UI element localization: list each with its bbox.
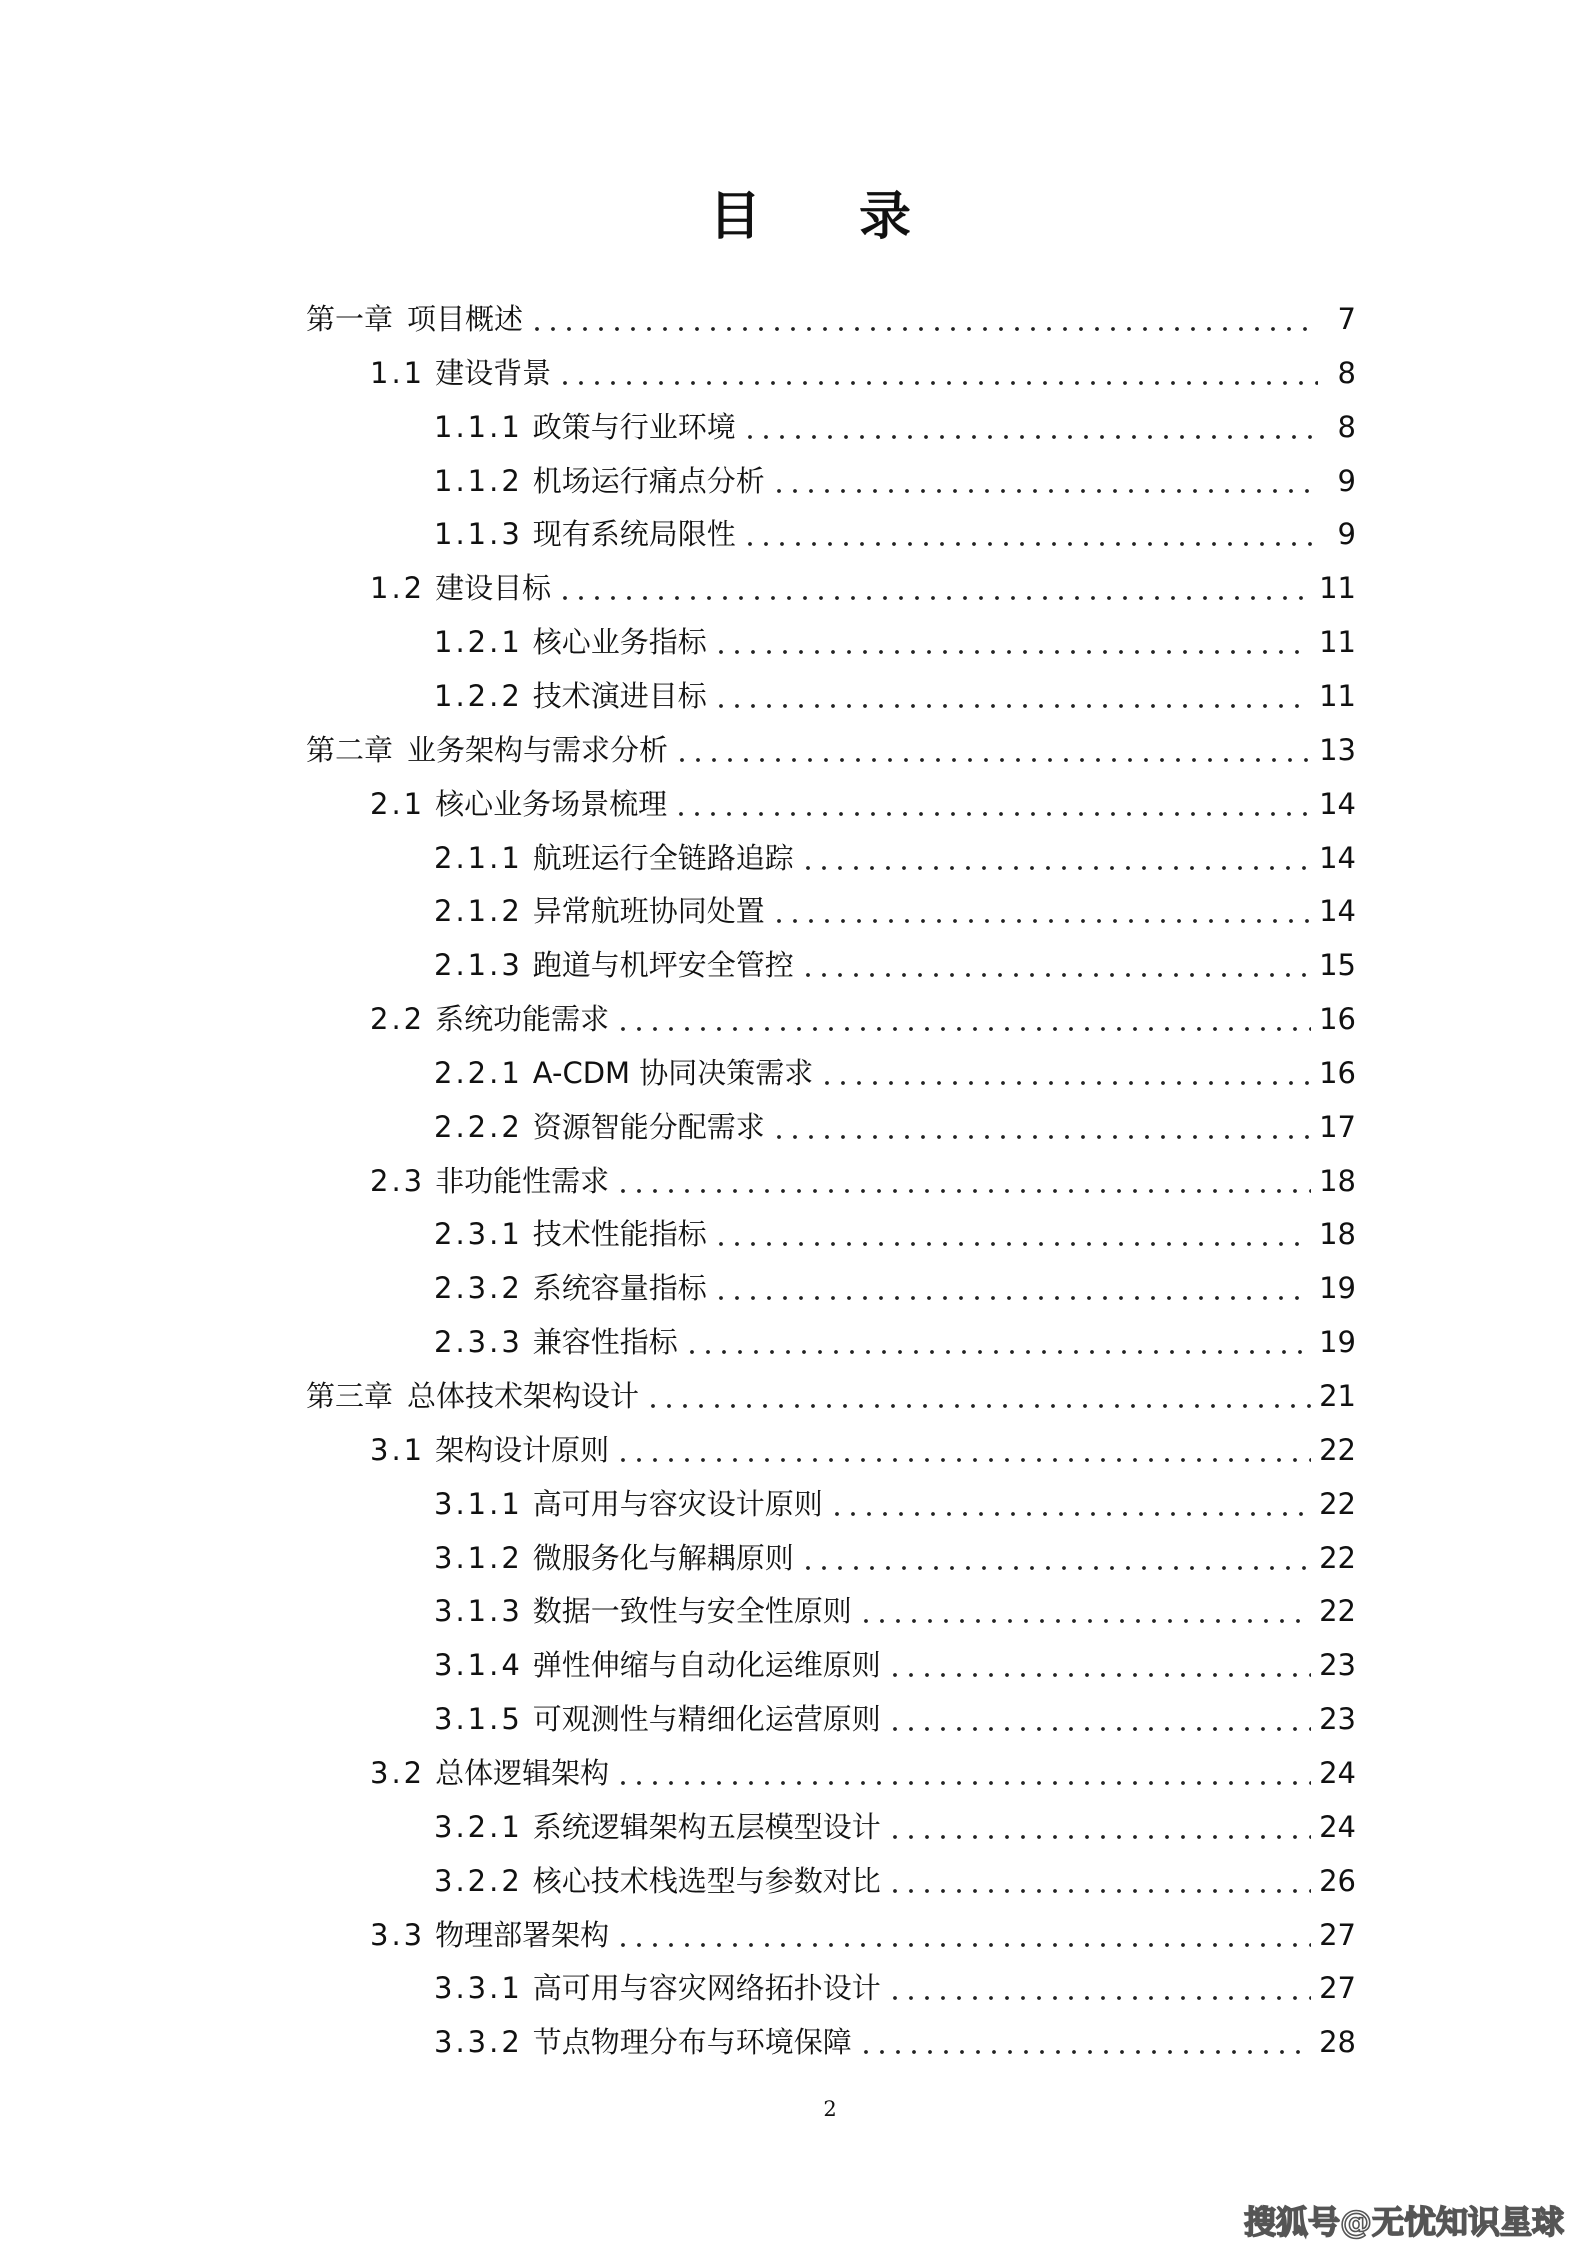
toc-entry[interactable] [370,992,1356,1046]
toc-entry-page: 15 [1319,948,1356,983]
toc-entry-page: 22 [1319,1432,1356,1467]
toc-dot-leader [615,1908,1311,1962]
toc-entry[interactable] [434,2015,1356,2069]
toc-entry-page: 21 [1319,1379,1356,1413]
toc-entry-number: 3.2 [370,1755,426,1790]
toc-entry-page: 11 [1319,571,1356,606]
toc-entry-page: 16 [1319,1002,1356,1037]
toc-entry[interactable] [434,507,1356,561]
toc-entry-number: 3.1.5 [434,1702,523,1737]
toc-entry-page: 19 [1319,1325,1356,1360]
toc-dot-leader [858,2015,1311,2069]
toc-dot-leader [829,1477,1311,1531]
toc-entry[interactable] [434,1531,1356,1585]
toc-entry-label: 微服务化与解耦原则 [532,1540,794,1575]
toc-entry[interactable] [434,938,1356,992]
toc-entry-label: 业务架构与需求分析 [407,732,669,767]
toc-entry[interactable] [306,723,1356,777]
toc-entry-number: 2.1 [370,786,426,821]
toc-dot-leader [800,938,1311,992]
toc-entry-page: 14 [1319,786,1356,821]
toc-entry-number: 3.2.2 [434,1863,523,1898]
toc-entry-number: 3.3 [370,1917,426,1952]
toc-entry-label: 政策与行业环境 [532,409,736,444]
toc-entry[interactable] [370,561,1356,615]
toc-dot-leader [742,400,1318,454]
toc-entry-number: 2.1.1 [434,840,523,875]
toc-entry-number: 1.1 [370,355,426,390]
toc-entry-label: 架构设计原则 [435,1432,610,1467]
toc-entry-number: 1.1.1 [434,409,523,444]
toc-entry-page: 26 [1319,1863,1356,1898]
toc-entry[interactable] [306,292,1356,346]
toc-dot-leader [713,669,1311,723]
toc-entry-label: 建设目标 [435,571,552,606]
page-title: 目 录 [708,187,952,247]
toc-entry[interactable] [434,831,1356,885]
toc-entry-number: 2.3.1 [434,1217,523,1252]
toc-entry-page: 11 [1319,625,1356,660]
toc-entry[interactable] [434,1800,1356,1854]
toc-dot-leader [800,831,1311,885]
toc-dot-leader [887,1800,1311,1854]
toc-entry-label: 非功能性需求 [435,1163,610,1198]
toc-entry-number: 3.1.3 [434,1594,523,1629]
toc-entry-page: 8 [1337,409,1356,444]
toc-entry-number: 2.2 [370,1002,426,1037]
toc-entry-number: 2.1.3 [434,948,523,983]
toc-entry-page: 17 [1319,1109,1356,1144]
toc-entry-number: 3.1.1 [434,1486,523,1521]
toc-entry-label: 异常航班协同处置 [532,894,765,929]
toc-entry-number: 3.3.2 [434,2025,523,2060]
toc-entry-label: 核心技术栈选型与参数对比 [532,1863,881,1898]
toc-entry-page: 24 [1319,1809,1356,1844]
toc-dot-leader [713,615,1311,669]
toc-entry[interactable] [370,1154,1356,1208]
toc-entry-label: 总体技术架构设计 [407,1379,640,1413]
toc-dot-leader [673,777,1311,831]
toc-entry-page: 28 [1319,2025,1356,2060]
toc-entry-number: 2.1.2 [434,894,523,929]
toc-dot-leader [858,1584,1311,1638]
toc-entry-label: 高可用与容灾设计原则 [532,1486,823,1521]
toc-entry-label: 总体逻辑架构 [435,1755,610,1790]
toc-entry-label: 机场运行痛点分析 [532,463,765,498]
toc-dot-leader [615,1154,1311,1208]
toc-entry-label: 核心业务场景梳理 [435,786,668,821]
toc-entry-number: 第三章 [306,1379,394,1413]
toc-entry[interactable] [434,1261,1356,1315]
toc-entry-label: 高可用与容灾网络拓扑设计 [532,1971,881,2006]
toc-entry-label: 节点物理分布与环境保障 [532,2025,852,2060]
toc-dot-leader [557,346,1318,400]
toc-entry[interactable] [434,1477,1356,1531]
toc-dot-leader [557,561,1311,615]
toc-entry[interactable] [434,454,1356,508]
toc-dot-leader [529,292,1318,346]
toc-entry[interactable] [434,1584,1356,1638]
toc-entry[interactable] [434,615,1356,669]
toc-dot-leader [645,1369,1311,1423]
toc-dot-leader [887,1638,1311,1692]
toc-entry-number: 3.1.2 [434,1540,523,1575]
toc-entry-page: 8 [1337,355,1356,390]
toc-entry[interactable] [306,1369,1356,1423]
toc-entry-number: 3.3.1 [434,1971,523,2006]
toc-entry-page: 23 [1319,1702,1356,1737]
toc-entry-number: 1.2.2 [434,678,523,713]
toc-entry[interactable] [434,1207,1356,1261]
toc-entry-number: 3.2.1 [434,1809,523,1844]
toc-entry-label: 系统功能需求 [435,1002,610,1037]
toc-entry-label: 技术演进目标 [532,678,707,713]
toc-dot-leader [887,1854,1311,1908]
toc-entry-page: 9 [1337,463,1356,498]
toc-entry-page: 24 [1319,1755,1356,1790]
toc-entry-number: 3.1 [370,1432,426,1467]
toc-dot-leader [713,1261,1311,1315]
toc-entry-label: A-CDM 协同决策需求 [532,1055,814,1090]
toc-entry-label: 跑道与机坪安全管控 [532,948,794,983]
toc-entry-number: 3.1.4 [434,1648,523,1683]
toc-dot-leader [771,1100,1311,1154]
toc-entry-label: 系统容量指标 [532,1271,707,1306]
toc-entry-label: 物理部署架构 [435,1917,610,1952]
toc-entry-page: 18 [1319,1217,1356,1252]
toc-dot-leader [615,1746,1311,1800]
toc-entry-label: 航班运行全链路追踪 [532,840,794,875]
toc-entry-label: 现有系统局限性 [532,517,736,552]
toc-entry-number: 2.3 [370,1163,426,1198]
toc-entry-label: 核心业务指标 [532,625,707,660]
toc-entry[interactable] [434,1854,1356,1908]
toc-entry-page: 9 [1337,517,1356,552]
toc-entry-number: 2.2.1 [434,1055,523,1090]
toc-entry-page: 22 [1319,1540,1356,1575]
toc-dot-leader [887,1692,1311,1746]
toc-dot-leader [684,1315,1311,1369]
toc-entry-page: 14 [1319,840,1356,875]
toc-entry-number: 2.3.3 [434,1325,523,1360]
toc-entry-number: 1.2 [370,571,426,606]
toc-dot-leader [674,723,1311,777]
toc-entry[interactable] [370,1908,1356,1962]
watermark: 搜狐号@无忧知识星球 [1244,2203,1565,2241]
toc-entry-label: 弹性伸缩与自动化运维原则 [532,1648,881,1683]
toc-entry-label: 系统逻辑架构五层模型设计 [532,1809,881,1844]
toc-dot-leader [887,1961,1311,2015]
page-number: 2 [823,2097,837,2121]
toc-entry-page: 22 [1319,1594,1356,1629]
toc-entry-label: 兼容性指标 [532,1325,678,1360]
toc-entry-number: 1.1.2 [434,463,523,498]
toc-entry[interactable] [434,1692,1356,1746]
toc-entry[interactable] [434,1315,1356,1369]
toc-entry-number: 2.3.2 [434,1271,523,1306]
toc-entry-label: 资源智能分配需求 [532,1109,765,1144]
toc-entry-page: 27 [1319,1971,1356,2006]
toc-entry-number: 2.2.2 [434,1109,523,1144]
toc-dot-leader [800,1531,1311,1585]
toc-entry[interactable] [370,1746,1356,1800]
toc-entry-label: 数据一致性与安全性原则 [532,1594,852,1629]
toc-entry[interactable] [434,884,1356,938]
toc-entry[interactable] [370,346,1356,400]
toc-entry-label: 项目概述 [407,302,524,336]
toc-dot-leader [713,1207,1311,1261]
toc-entry[interactable] [434,400,1356,454]
toc-entry-label: 可观测性与精细化运营原则 [532,1702,881,1737]
toc-dot-leader [771,454,1318,508]
toc-entry-page: 27 [1319,1917,1356,1952]
toc-entry-page: 13 [1319,732,1356,767]
toc-entry-page: 23 [1319,1648,1356,1683]
toc-entry-page: 22 [1319,1486,1356,1521]
toc-entry-number: 1.1.3 [434,517,523,552]
toc-entry-label: 技术性能指标 [532,1217,707,1252]
toc-dot-leader [615,1423,1311,1477]
toc-entry-number: 1.2.1 [434,625,523,660]
toc-entry[interactable] [434,1100,1356,1154]
toc-entry[interactable] [434,1046,1356,1100]
toc-entry[interactable] [434,1638,1356,1692]
toc-entry-page: 11 [1319,678,1356,713]
toc-entry-label: 建设背景 [435,355,552,390]
toc-entry[interactable] [434,1961,1356,2015]
toc-entry-page: 18 [1319,1163,1356,1198]
toc-dot-leader [819,1046,1311,1100]
toc-entry[interactable] [434,669,1356,723]
toc-entry-number: 第一章 [306,302,394,336]
toc-entry-page: 14 [1319,894,1356,929]
toc-entry-number: 第二章 [306,732,394,767]
toc-entry-page: 16 [1319,1055,1356,1090]
toc-dot-leader [771,884,1311,938]
toc-entry-page: 19 [1319,1271,1356,1306]
toc-entry[interactable] [370,1423,1356,1477]
toc-dot-leader [742,507,1318,561]
toc-entry[interactable] [370,777,1356,831]
toc-dot-leader [615,992,1311,1046]
toc-entry-page: 7 [1337,302,1356,336]
